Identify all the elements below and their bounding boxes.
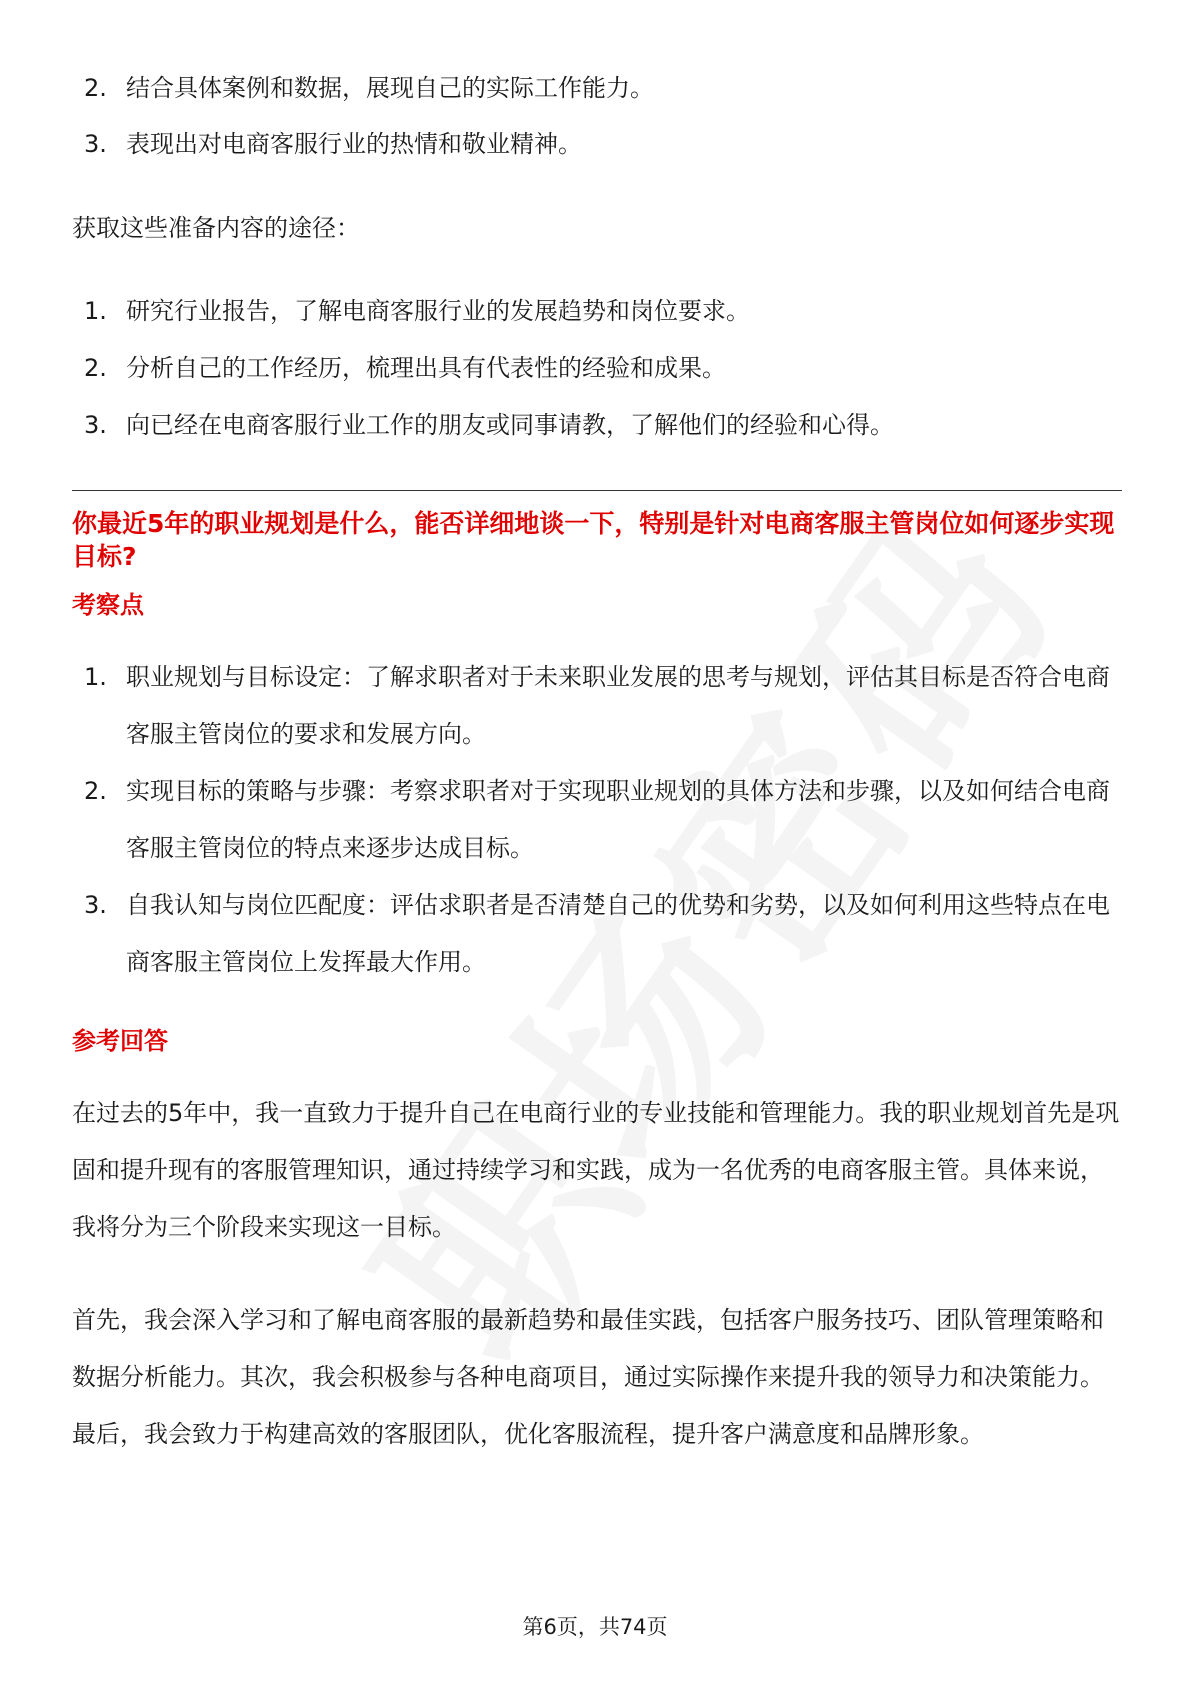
paragraph-gap [72, 1256, 1122, 1292]
list-number: 1. [84, 297, 107, 325]
list-number: 1. [84, 663, 107, 691]
interview-question: 你最近5年的职业规划是什么，能否详细地谈一下，特别是针对电商客服主管岗位如何逐步实现目标? [72, 509, 1115, 571]
list-text: 表现出对电商客服行业的热情和敬业精神。 [126, 130, 582, 158]
list-text: 职业规划与目标设定：了解求职者对于未来职业发展的思考与规划，评估其目标是否符合电商客服主管岗位的要求和发展方向。 [126, 663, 1110, 748]
sources-intro: 获取这些准备内容的途径： [72, 214, 360, 242]
list-number: 2. [84, 74, 107, 102]
answer-paragraph: 在过去的5年中，我一直致力于提升自己在电商行业的专业技能和管理能力。我的职业规划首先是巩固和提升现有的客服管理知识，通过持续学习和实践，成为一名优秀的电商客服主管。具体来说，我将分为三个阶段来实现这一目标。 [72, 1099, 1120, 1241]
list-text: 结合具体案例和数据，展现自己的实际工作能力。 [126, 74, 654, 102]
list-number: 3. [84, 891, 107, 919]
page-footer: 第6页，共74页 [522, 1615, 668, 1639]
list-item [72, 649, 1122, 763]
answer-heading: 参考回答 [72, 1027, 168, 1055]
list-number: 3. [84, 130, 107, 158]
list-number: 3. [84, 411, 107, 439]
list-item [72, 60, 1122, 116]
list-item [72, 283, 1122, 340]
page-content [72, 60, 1122, 1463]
list-number: 2. [84, 777, 107, 805]
list-number: 2. [84, 354, 107, 382]
list-text: 实现目标的策略与步骤：考察求职者对于实现职业规划的具体方法和步骤，以及如何结合电商客服主管岗位的特点来逐步达成目标。 [126, 777, 1110, 862]
section-divider [72, 490, 1122, 491]
list-text: 研究行业报告，了解电商客服行业的发展趋势和岗位要求。 [126, 297, 750, 325]
list-text: 自我认知与岗位匹配度：评估求职者是否清楚自己的优势和劣势，以及如何利用这些特点在电商客服主管岗位上发挥最大作用。 [126, 891, 1110, 976]
list-item [72, 116, 1122, 172]
list-item [72, 763, 1122, 877]
list-text: 分析自己的工作经历，梳理出具有代表性的经验和成果。 [126, 354, 726, 382]
list-text: 向已经在电商客服行业工作的朋友或同事请教，了解他们的经验和心得。 [126, 411, 894, 439]
list-item [72, 397, 1122, 454]
sources-list [72, 283, 1122, 454]
exam-points-list [72, 649, 1122, 991]
list-item [72, 877, 1122, 991]
answer-paragraph: 首先，我会深入学习和了解电商客服的最新趋势和最佳实践，包括客户服务技巧、团队管理策略和数据分析能力。其次，我会积极参与各种电商项目，通过实际操作来提升我的领导力和决策能力。最后，我会致力于构建高效的客服团队，优化客服流程，提升客户满意度和品牌形象。 [72, 1306, 1104, 1448]
exam-points-heading: 考察点 [72, 591, 144, 619]
preparation-list [72, 60, 1122, 172]
list-item [72, 340, 1122, 397]
